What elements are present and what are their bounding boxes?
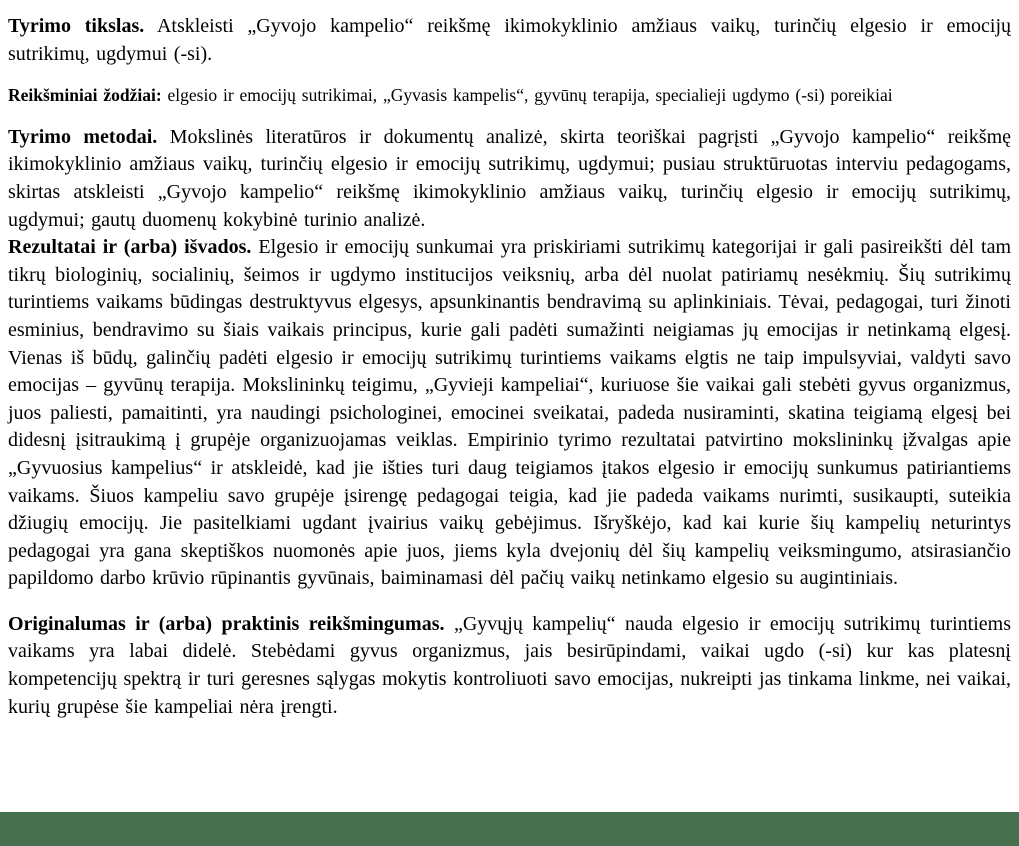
footer-bar [0, 812, 1019, 846]
research-methods-lead: Tyrimo metodai. [8, 125, 158, 148]
paragraph-results-conclusions [8, 234, 1011, 593]
results-conclusions-lead: Rezultatai ir (arba) išvados. [8, 236, 252, 259]
paragraph-originality-significance [8, 611, 1011, 721]
originality-text: „Gyvųjų kampelių“ nauda elgesio ir emocijų sutrikimų turintiems vaikams yra labai didelė. Stebėdami gyvus organizmus, jais besirūpindami, vaikai ugdo (-si) kur kas platesnį kompetencijų spektrą ir turi geresnes sąlygas mokytis kontroliuoti savo emocijas, nukreipti jas tinkama linkme, nei vaikai, kurių grupėse šie kampeliai nėra įrengti. [8, 612, 1011, 718]
research-aim-lead: Tyrimo tikslas. [8, 15, 145, 37]
paragraph-research-aim [8, 13, 1011, 68]
originality-lead: Originalumas ir (arba) praktinis reikšmingumas. [8, 612, 445, 635]
paragraph-research-methods [8, 124, 1011, 234]
keywords-line [8, 82, 1011, 110]
research-methods-text: Mokslinės literatūros ir dokumentų analizė, skirta teoriškai pagrįsti „Gyvojo kampelio“ reikšmę ikimokyklinio amžiaus vaikų, turinčių elgesio ir emocijų sutrikimų, ugdymui; pusiau struktūruotas interviu pedagogams, skirtas atskleisti „Gyvojo kampelio“ reikšmę ikimokyklinio amžiaus vaikų, turinčių elgesio ir emocijų sutrikimų, ugdymui; gautų duomenų kokybinė turinio analizė. [8, 125, 1012, 231]
results-conclusions-text: Elgesio ir emocijų sunkumai yra priskiriami sutrikimų kategorijai ir gali pasireikšti dėl tam tikrų biologinių, socialinių, šeimos ir ugdymo institucijos veiksnių, arba dėl nuolat patiriamų nesėkmių. Šių sutrikimų turintiems vaikams būdingas destruktyvus elgesys, apsunkinantis bendravimą su aplinkiniais. Tėvai, pedagogai, turi žinoti esminius, bendravimo su šiais vaikais principus, kurie gali padėti sumažinti neigiamas jų emocijas ir netinkamą elgesį. Vienas iš būdų, galinčių padėti elgesio ir emocijų sutrikimų turintiems vaikams elgtis ne taip impulsyviai, valdyti savo emocijas – gyvūnų terapija. Mokslininkų teigimu, „Gyvieji kampeliai“, kuriuose šie vaikai gali stebėti gyvus organizmus, juos paliesti, pamaitinti, yra naudingi psichologinei, emocinei sveikatai, padeda nusiraminti, skatina teigiamą elgesį bei didesnį įsitraukimą į grupėje organizuojamas veiklas. Empirinio tyrimo rezultatai patvirtino mokslininkų įžvalgas apie „Gyvuosius kampelius“ ir atskleidė, kad jie išties turi daug teigiamos įtakos elgesio ir emocijų sunkumus patiriantiems vaikams. Šiuos kampeliu savo grupėje įsirengę pedagogai teigia, kad jie padeda vaikams nurimti, susikaupti, suteikia džiugių emocijų. Jie pasitelkiami ugdant įvairius vaikų gebėjimus. Išryškėjo, kad kai kurie šių kampelių neturintys pedagogai yra gana skeptiškos nuomonės apie juos, jiems kyla dvejonių dėl šių kampelių veiksmingumo, atsirasiančio papildomo darbo krūvio rūpinantis gyvūnais, baiminamasi dėl pačių vaikų netinkamo elgesio su augintiniais. [8, 236, 1011, 590]
keywords-lead: Reikšminiai žodžiai: [8, 85, 162, 106]
keywords-text: elgesio ir emocijų sutrikimai, „Gyvasis kampelis“, gyvūnų terapija, specialieji ugdymo (-si) poreikiai [167, 85, 893, 106]
research-aim-text: Atskleisti „Gyvojo kampelio“ reikšmę ikimokyklinio amžiaus vaikų, turinčių elgesio ir emocijų sutrikimų, ugdymui (-si). [8, 15, 1011, 65]
